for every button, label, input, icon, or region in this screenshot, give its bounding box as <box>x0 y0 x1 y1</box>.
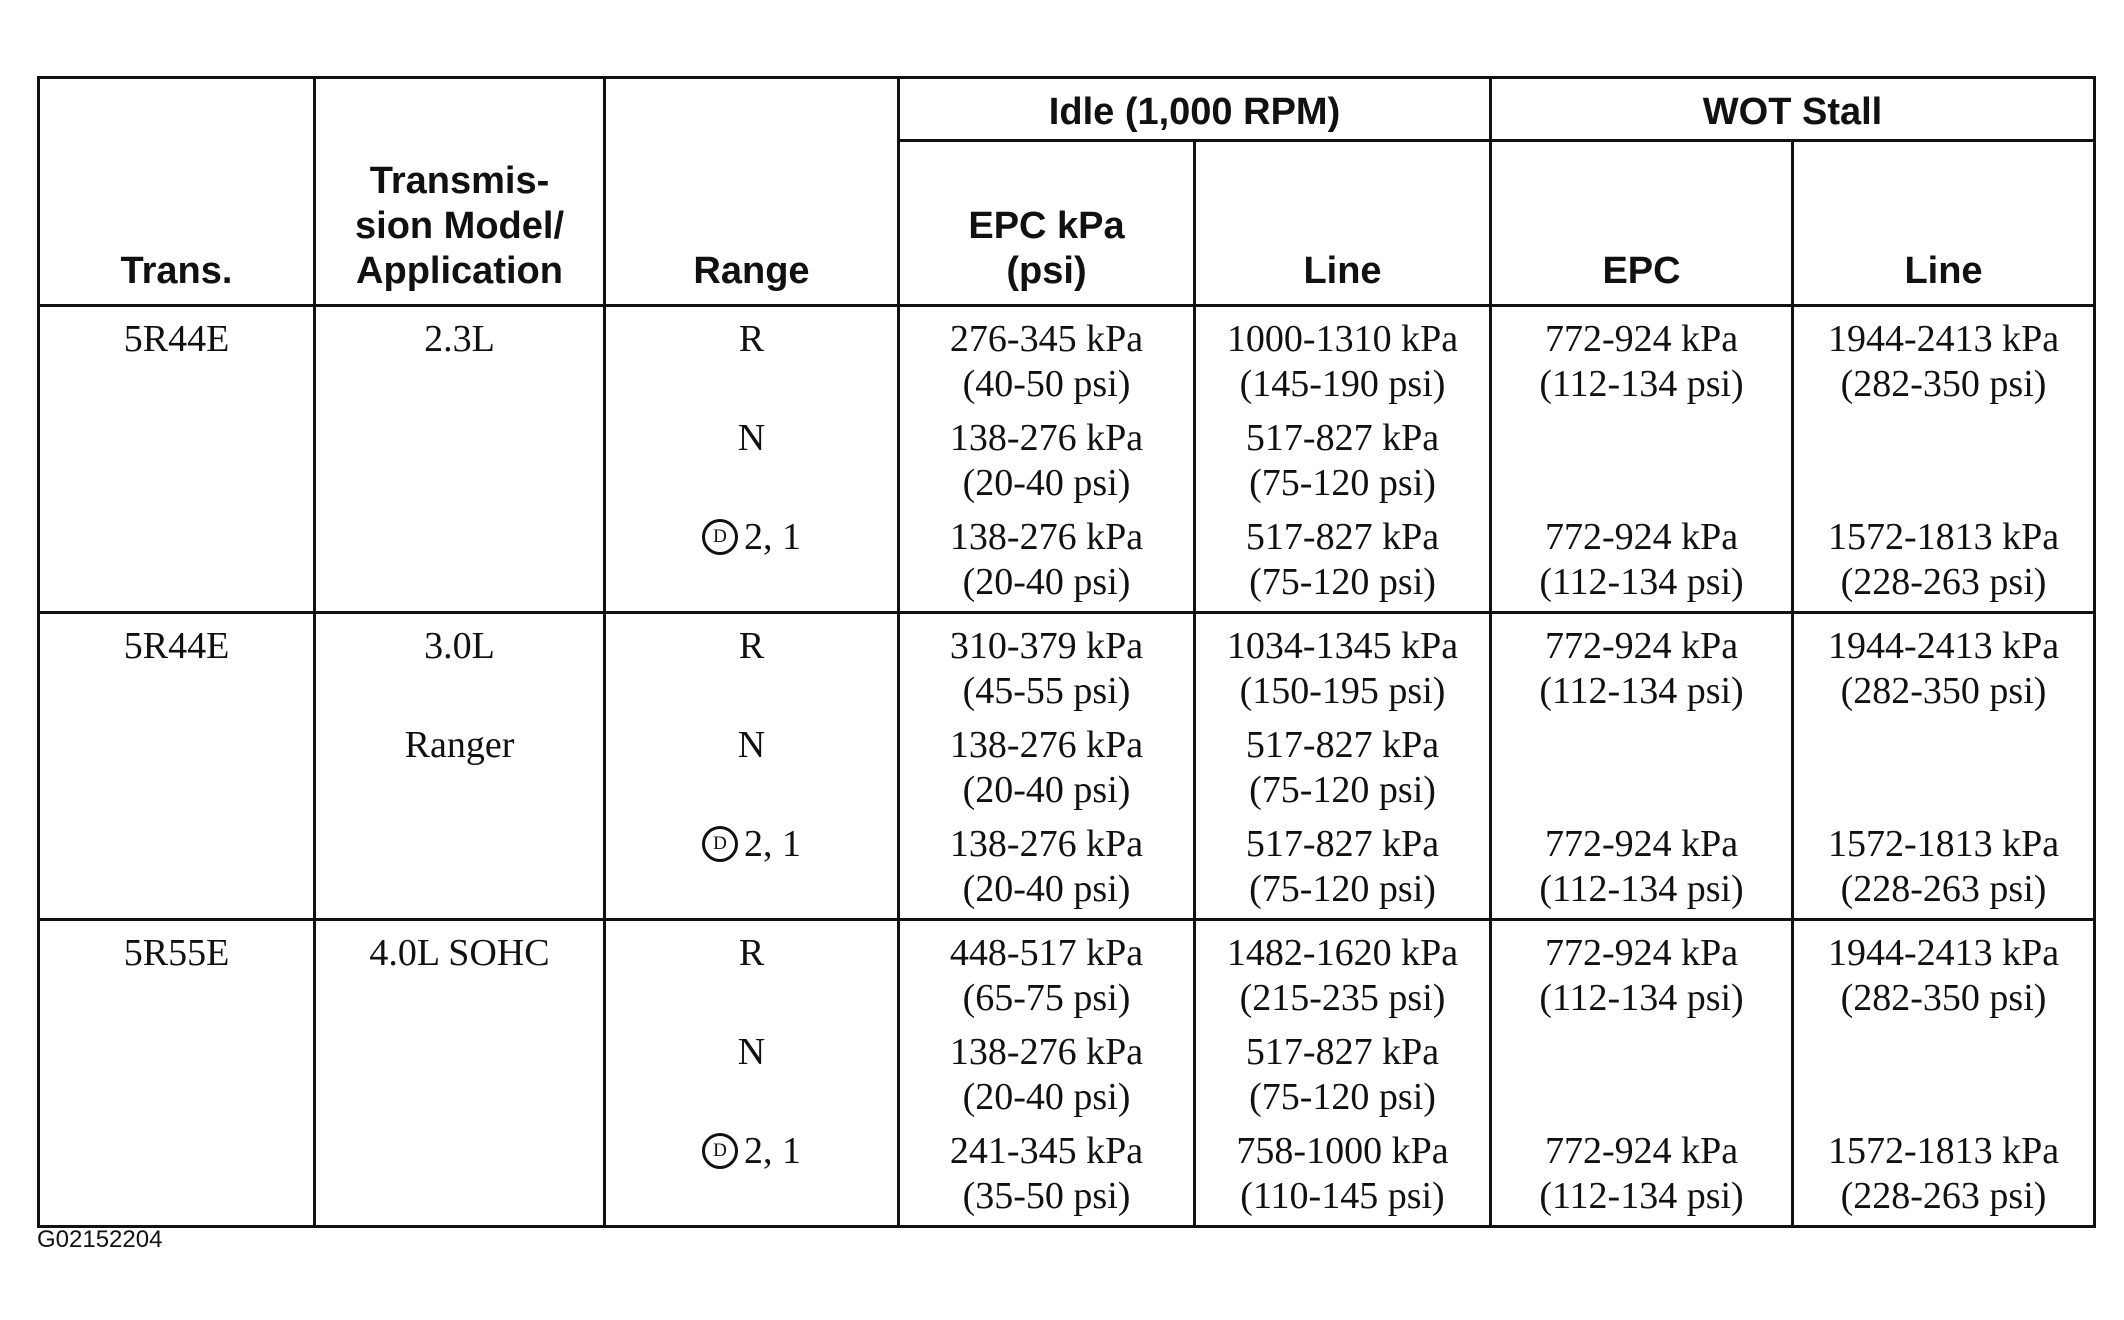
pressure-kpa: 1572-1813 kPa <box>1827 516 2060 558</box>
pressure-entry <box>1794 931 2093 1030</box>
trans-value: 5R44E <box>123 625 230 667</box>
range-label: N <box>737 417 766 459</box>
pressure-kpa: 241-345 kPa <box>949 1130 1144 1172</box>
cell-application <box>315 306 605 613</box>
pressure-entry <box>1492 624 1791 723</box>
pressure-kpa: 772-924 kPa <box>1544 625 1739 667</box>
cell-range <box>605 613 899 920</box>
pressure-kpa: 1944-2413 kPa <box>1827 932 2060 974</box>
header-trans-label: Trans. <box>120 250 233 292</box>
range-label: R <box>738 932 765 974</box>
range-entry <box>606 822 897 912</box>
range-label: N <box>737 1031 766 1073</box>
pressure-entry <box>1196 317 1489 416</box>
range-entry <box>606 416 897 515</box>
pressure-kpa: 138-276 kPa <box>949 516 1144 558</box>
pressure-entry <box>1196 515 1489 605</box>
header-wot-group <box>1491 78 2095 141</box>
header-wot-line <box>1793 141 2095 306</box>
table-row <box>39 920 2095 1227</box>
header-application-label: Transmis- sion Model/ Application <box>355 160 564 292</box>
cell-idle-epc <box>899 920 1195 1227</box>
header-idle-group <box>899 78 1491 141</box>
pressure-kpa: 138-276 kPa <box>949 417 1144 459</box>
pressure-entry <box>900 931 1193 1030</box>
pressure-entry <box>1492 1030 1791 1129</box>
pressure-entry <box>1794 1030 2093 1129</box>
range-entry <box>606 1030 897 1129</box>
pressure-psi: (110-145 psi) <box>1240 1175 1445 1217</box>
trans-value: 5R44E <box>123 318 230 360</box>
range-entry <box>606 1129 897 1219</box>
pressure-entry <box>1492 1129 1791 1219</box>
pressure-kpa: 517-827 kPa <box>1245 1031 1440 1073</box>
cell-idle-epc <box>899 613 1195 920</box>
pressure-entry <box>900 624 1193 723</box>
pressure-psi: (65-75 psi) <box>962 977 1131 1019</box>
pressure-kpa: 1572-1813 kPa <box>1827 1130 2060 1172</box>
header-wot-epc-label: EPC <box>1602 250 1681 292</box>
range-label: R <box>738 625 765 667</box>
pressure-psi: (75-120 psi) <box>1249 462 1436 504</box>
range-label: 2, 1 <box>744 516 801 558</box>
pressure-psi: (145-190 psi) <box>1239 363 1446 405</box>
pressure-kpa: 517-827 kPa <box>1245 516 1440 558</box>
pressure-entry <box>1196 1030 1489 1129</box>
drive-overdrive-circle-icon: D <box>702 519 738 555</box>
pressure-kpa: 1944-2413 kPa <box>1827 625 2060 667</box>
pressure-kpa: 772-924 kPa <box>1544 823 1739 865</box>
pressure-kpa: 758-1000 kPa <box>1236 1130 1449 1172</box>
pressure-kpa: 772-924 kPa <box>1544 318 1739 360</box>
pressure-entry <box>1492 723 1791 822</box>
pressure-kpa: 517-827 kPa <box>1245 724 1440 766</box>
pressure-entry <box>1794 1129 2093 1219</box>
header-idle-group-label: Idle (1,000 RPM) <box>1048 91 1341 133</box>
pressure-entry <box>1196 723 1489 822</box>
pressure-psi: (150-195 psi) <box>1239 670 1446 712</box>
pressure-psi: (282-350 psi) <box>1840 363 2047 405</box>
cell-application <box>315 920 605 1227</box>
range-label: N <box>737 724 766 766</box>
pressure-psi: (112-134 psi) <box>1539 561 1744 603</box>
pressure-entry <box>1196 416 1489 515</box>
pressure-entry <box>900 416 1193 515</box>
cell-idle-line <box>1195 920 1491 1227</box>
line-pressure-spec-table <box>37 76 2096 1228</box>
pressure-entry <box>1196 931 1489 1030</box>
pressure-kpa: 138-276 kPa <box>949 823 1144 865</box>
cell-range <box>605 306 899 613</box>
pressure-psi: (228-263 psi) <box>1840 561 2047 603</box>
header-wot-epc <box>1491 141 1793 306</box>
cell-wot-line <box>1793 306 2095 613</box>
pressure-psi: (112-134 psi) <box>1539 977 1744 1019</box>
cell-trans <box>39 613 315 920</box>
pressure-entry <box>900 515 1193 605</box>
pressure-kpa: 1034-1345 kPa <box>1226 625 1459 667</box>
drive-overdrive-circle-icon: D <box>702 826 738 862</box>
header-trans <box>39 78 315 306</box>
pressure-kpa: 772-924 kPa <box>1544 932 1739 974</box>
pressure-entry <box>1492 317 1791 416</box>
pressure-psi: (75-120 psi) <box>1249 1076 1436 1118</box>
pressure-entry <box>1794 416 2093 515</box>
cell-idle-line <box>1195 306 1491 613</box>
pressure-kpa: 1000-1310 kPa <box>1226 318 1459 360</box>
pressure-psi: (228-263 psi) <box>1840 868 2047 910</box>
cell-trans <box>39 920 315 1227</box>
cell-wot-epc <box>1491 613 1793 920</box>
pressure-entry <box>1492 416 1791 515</box>
cell-trans <box>39 306 315 613</box>
pressure-psi: (112-134 psi) <box>1539 670 1744 712</box>
pressure-kpa: 1482-1620 kPa <box>1226 932 1459 974</box>
pressure-entry <box>1492 931 1791 1030</box>
table-row <box>39 306 2095 613</box>
cell-wot-epc <box>1491 306 1793 613</box>
pressure-psi: (282-350 psi) <box>1840 977 2047 1019</box>
application-value: Ranger <box>404 724 515 766</box>
pressure-entry <box>1794 723 2093 822</box>
cell-application <box>315 613 605 920</box>
pressure-kpa: 772-924 kPa <box>1544 516 1739 558</box>
pressure-psi: (20-40 psi) <box>962 868 1131 910</box>
pressure-kpa: 1572-1813 kPa <box>1827 823 2060 865</box>
figure-id: G02152204 <box>37 1226 163 1253</box>
range-label: 2, 1 <box>744 1130 801 1172</box>
pressure-psi: (112-134 psi) <box>1539 363 1744 405</box>
cell-wot-epc <box>1491 920 1793 1227</box>
pressure-kpa: 772-924 kPa <box>1544 1130 1739 1172</box>
pressure-psi: (20-40 psi) <box>962 1076 1131 1118</box>
pressure-kpa: 138-276 kPa <box>949 1031 1144 1073</box>
pressure-psi: (112-134 psi) <box>1539 1175 1744 1217</box>
pressure-psi: (75-120 psi) <box>1249 769 1436 811</box>
cell-wot-line <box>1793 920 2095 1227</box>
header-range-label: Range <box>693 250 810 292</box>
pressure-entry <box>1492 822 1791 912</box>
application-value: 4.0L SOHC <box>369 932 550 974</box>
pressure-spec-table-wrapper <box>37 76 2096 1228</box>
pressure-kpa: 517-827 kPa <box>1245 417 1440 459</box>
cell-wot-line <box>1793 613 2095 920</box>
application-value: 2.3L <box>424 318 495 360</box>
header-idle-line-label: Line <box>1303 250 1382 292</box>
pressure-kpa: 138-276 kPa <box>949 724 1144 766</box>
header-range <box>605 78 899 306</box>
pressure-psi: (282-350 psi) <box>1840 670 2047 712</box>
table-body <box>39 306 2095 1227</box>
header-idle-epc <box>899 141 1195 306</box>
pressure-entry <box>900 723 1193 822</box>
range-label: R <box>738 318 765 360</box>
pressure-psi: (215-235 psi) <box>1239 977 1446 1019</box>
header-application <box>315 78 605 306</box>
pressure-psi: (228-263 psi) <box>1840 1175 2047 1217</box>
pressure-psi: (45-55 psi) <box>962 670 1131 712</box>
pressure-psi: (20-40 psi) <box>962 561 1131 603</box>
pressure-entry <box>1794 624 2093 723</box>
cell-range <box>605 920 899 1227</box>
pressure-kpa: 1944-2413 kPa <box>1827 318 2060 360</box>
pressure-psi: (75-120 psi) <box>1249 561 1436 603</box>
pressure-psi: (112-134 psi) <box>1539 868 1744 910</box>
header-row-groups <box>39 78 2095 141</box>
pressure-psi: (20-40 psi) <box>962 462 1131 504</box>
pressure-entry <box>1794 515 2093 605</box>
pressure-psi: (20-40 psi) <box>962 769 1131 811</box>
table-row <box>39 613 2095 920</box>
drive-overdrive-circle-icon: D <box>702 1133 738 1169</box>
trans-value: 5R55E <box>123 932 230 974</box>
pressure-kpa: 276-345 kPa <box>949 318 1144 360</box>
pressure-psi: (35-50 psi) <box>962 1175 1131 1217</box>
pressure-entry <box>1196 1129 1489 1219</box>
pressure-entry <box>900 1030 1193 1129</box>
pressure-entry <box>900 317 1193 416</box>
pressure-kpa: 310-379 kPa <box>949 625 1144 667</box>
range-entry <box>606 515 897 605</box>
pressure-entry <box>900 1129 1193 1219</box>
pressure-entry <box>1196 624 1489 723</box>
header-idle-line <box>1195 141 1491 306</box>
range-entry <box>606 723 897 822</box>
header-wot-line-label: Line <box>1904 250 1983 292</box>
pressure-entry <box>900 822 1193 912</box>
range-entry <box>606 931 897 1030</box>
range-entry <box>606 317 897 416</box>
header-idle-epc-label: EPC kPa (psi) <box>968 205 1125 292</box>
pressure-entry <box>1492 515 1791 605</box>
pressure-entry <box>1794 317 2093 416</box>
pressure-psi: (40-50 psi) <box>962 363 1131 405</box>
cell-idle-epc <box>899 306 1195 613</box>
application-value: 3.0L <box>424 625 495 667</box>
pressure-entry <box>1794 822 2093 912</box>
pressure-kpa: 448-517 kPa <box>949 932 1144 974</box>
pressure-entry <box>1196 822 1489 912</box>
pressure-psi: (75-120 psi) <box>1249 868 1436 910</box>
cell-idle-line <box>1195 613 1491 920</box>
range-entry <box>606 624 897 723</box>
range-label: 2, 1 <box>744 823 801 865</box>
header-wot-group-label: WOT Stall <box>1702 91 1883 133</box>
table-header <box>39 78 2095 306</box>
pressure-kpa: 517-827 kPa <box>1245 823 1440 865</box>
